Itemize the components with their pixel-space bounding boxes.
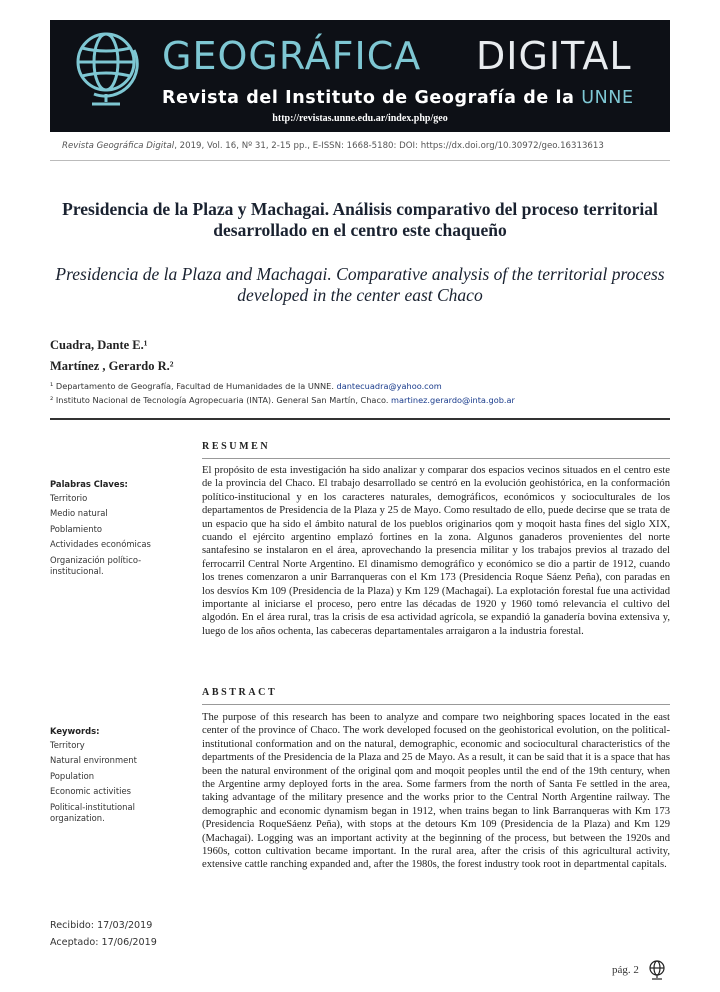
affiliation-1: ¹ Departamento de Geografía, Facultad de Humanidades de la UNNE. dantecuadra@yahoo.com bbox=[50, 381, 442, 391]
journal-name-secondary: DIGITAL bbox=[476, 34, 632, 78]
email-link[interactable]: martinez.gerardo@inta.gob.ar bbox=[391, 395, 515, 405]
author-2: Martínez , Gerardo R.² bbox=[50, 359, 174, 373]
keyword-item: Territorio bbox=[50, 493, 88, 503]
resumen-rule bbox=[202, 458, 670, 459]
page-number: pág. 2 bbox=[612, 964, 639, 976]
keyword-item: Medio natural bbox=[50, 508, 108, 519]
keywords-en-heading: Keywords: bbox=[50, 726, 100, 736]
journal-banner bbox=[50, 20, 670, 132]
keywords-en-list bbox=[50, 740, 190, 828]
keyword-item: Political-institutional organization. bbox=[50, 801, 135, 823]
author-1: Cuadra, Dante E.¹ bbox=[50, 338, 148, 352]
resumen-body: El propósito de esta investigación ha sido analizar y comparar dos espacios vecinos situados en el centro este de la provincia del Chaco. El trabajo desarrollado se centró en la evolución geohistórica, en la conformación político-institucional y en los caracteres naturales, demográficos, económicos y socioculturales de los departamentos de Presidencia de la Plaza y 25 de Mayo. Como resultado de ello, puede decirse que se trata de un espacio que ha sido el ámbito natural de los pueblos originarios qom y moqoit hasta fines del siglo XIX, cuando el ejército argentino emplazó fortines en la zona. Algunos ganaderos provenientes del norte santafesino se instalaron en el área, aprovechando la presencia militar y los trabajos previos al trazado del ferrocarril Central Norte Argentino. El dinamismo demográfico y económico se dio a partir de 1912, cuando los trenes comenzaron a unir Barranqueras con el Km 173 (Presidencia Roque Sáenz Peña), con paradas en los desvíos Km 109 (Presidencia de la Plaza) y Km 129 (Machagai). La explotación forestal fue una actividad importante al iniciarse el proceso, pero entre las décadas de 1920 y 1960 tomó relevancia el cultivo del algodón. En el área rural, tras la crisis de esa actividad agrícola, se expandió la ganadería bovina extensiva y, luego de los años ochenta, las cabeceras departamentales arraigaron a la industria forestal. bbox=[202, 465, 670, 637]
keyword-item: Natural environment bbox=[50, 755, 137, 766]
email-link[interactable]: dantecuadra@yahoo.com bbox=[336, 381, 442, 391]
journal-subtitle: Revista del Instituto de Geografía de la UNNE bbox=[162, 88, 634, 108]
received-date: Recibido: 17/03/2019 bbox=[50, 920, 153, 931]
keyword-item: Actividades económicas bbox=[50, 539, 151, 550]
keyword-item: Economic activities bbox=[50, 786, 131, 797]
globe-icon bbox=[72, 28, 144, 110]
citation-line: Revista Geográfica Digital, 2019, Vol. 16, Nº 31, 2-15 pp., E-ISSN: 1668-5180: DOI: https://dx.doi.org/10.30972/geo.16313613 bbox=[62, 141, 604, 151]
header-divider bbox=[50, 160, 670, 161]
affiliation-2: ² Instituto Nacional de Tecnología Agropecuaria (INTA). General San Martín, Chaco. martinez.gerardo@inta.gob.ar bbox=[50, 395, 515, 405]
title-english: Presidencia de la Plaza and Machagai. Comparative analysis of the territorial process developed in the center east Chaco bbox=[55, 264, 665, 305]
keyword-item: Organización político-institucional. bbox=[50, 554, 142, 576]
abstract-body: The purpose of this research has been to analyze and compare two neighboring spaces located in the east center of the province of Chaco. The work developed focused on the geohistorical evolution, on the political-institutional conformation and on the natural, demographic, economic and sociocultural characteristics of the departments of the Presidencia de la Plaza and 25 de Mayo. As a result, it can be said that it is a space that has been the natural environment of the original qom and moqoit peoples until the end of the 19th century, when the Argentine army deployed forts in the area. Some farmers from the north of Santa Fe settled in the area, taking advantage of the military presence and the works prior to the Central North Argentine railway. The demographic and economic dynamism began in 1912, when trains began to link Barranqueras with Km 173 (Presidencia RoqueSáenz Peña), with stops at the detours Km 109 (Presidencia de la Plaza) and Km 129 (Machagai). Logging was an important activity at the beginning of the process, but between the 1920s and 1960s, cotton cultivation became important. In the rural area, after the crisis of this agricultural activity, extensive cattle ranching expanded and, after the 1980s, the forest industry took root in departmental capitals. bbox=[202, 712, 670, 871]
keyword-item: Poblamiento bbox=[50, 523, 103, 534]
abstract-rule bbox=[202, 704, 670, 705]
resumen-heading: RESUMEN bbox=[202, 441, 271, 452]
journal-url-link[interactable]: http://revistas.unne.edu.ar/index.php/geo bbox=[272, 113, 448, 124]
keyword-item: Territory bbox=[50, 740, 85, 750]
keywords-es-list bbox=[50, 493, 190, 581]
journal-name-primary: GEOGRÁFICA bbox=[162, 34, 422, 78]
abstract-heading: ABSTRACT bbox=[202, 687, 278, 698]
globe-icon bbox=[648, 960, 666, 982]
title-spanish: Presidencia de la Plaza y Machagai. Análisis comparativo del proceso territorial desarrollado en el centro este chaqueño bbox=[62, 199, 658, 240]
accepted-date: Aceptado: 17/06/2019 bbox=[50, 937, 157, 948]
section-divider bbox=[50, 418, 670, 420]
keywords-es-heading: Palabras Claves: bbox=[50, 479, 128, 489]
keyword-item: Population bbox=[50, 770, 95, 781]
